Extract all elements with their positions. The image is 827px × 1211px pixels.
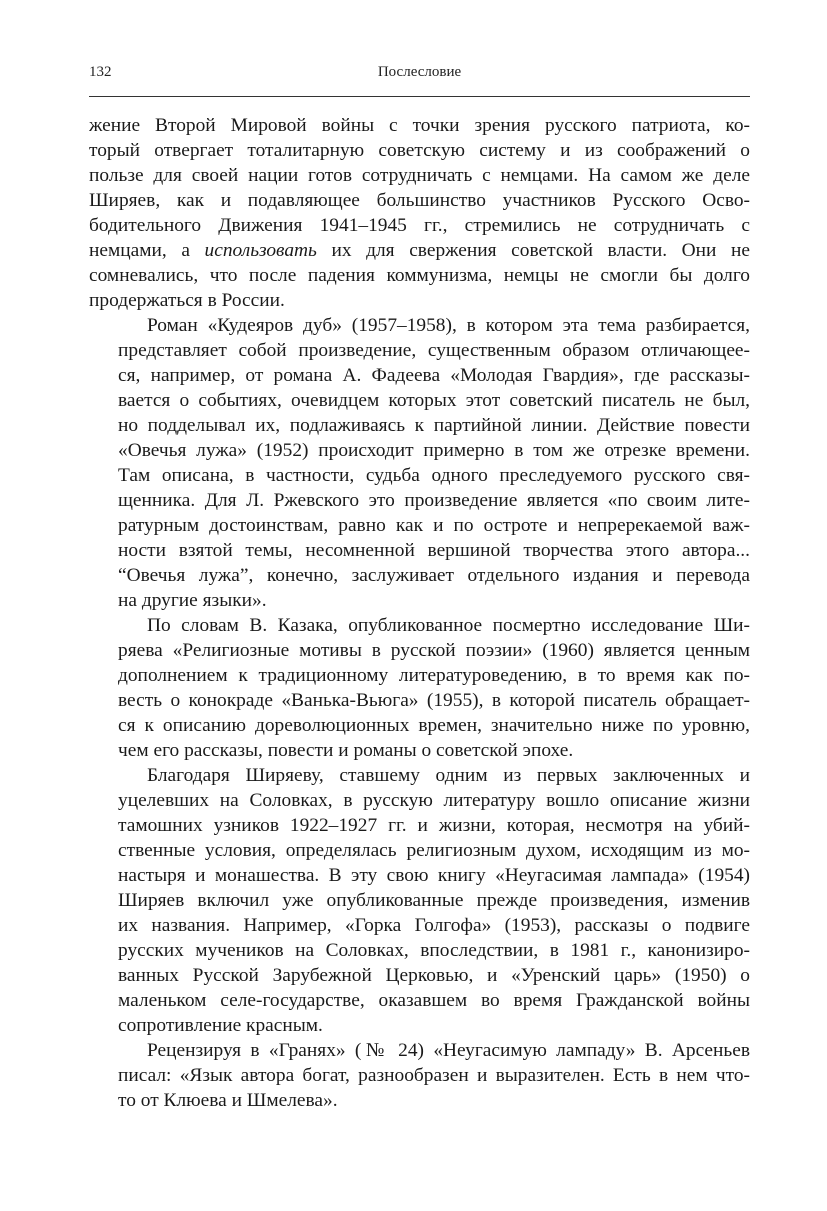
text-line: торый отвергает тоталитарную советскую систему и из соображений о (89, 140, 750, 161)
text-line: сопротивление красным. (118, 1015, 323, 1036)
text-line: По словам В. Казака, опубликованное посмертно исследование Ши- (147, 615, 750, 636)
text-line: ряева «Религиозные мотивы в русской поэзии» (1960) является ценным (118, 640, 750, 661)
text-line: ся, например, от романа А. Фадеева «Молодая Гвардия», где рассказы- (118, 365, 750, 386)
text-line: представляет собой произведение, существенным образом отличающее- (118, 340, 750, 361)
text-line: сомневались, что после падения коммунизма, немцы не смогли бы долго (89, 265, 750, 286)
text-line: на другие языки». (118, 590, 267, 611)
text-line: «Овечья лужа» (1952) происходит примерно в том же отрезке времени. (118, 440, 750, 461)
text-line: немцами, а использовать их для свержения советской власти. Они не (89, 240, 750, 261)
text-line: продержаться в России. (89, 290, 285, 311)
text-line: Там описана, в частности, судьба одного преследуемого русского свя- (118, 465, 750, 486)
paragraph (89, 113, 750, 313)
text-line: их названия. Например, «Горка Голгофа» (1953), рассказы о подвиге (118, 915, 750, 936)
text-line: то от Клюева и Шмелева». (118, 1090, 338, 1111)
paragraph (89, 313, 750, 613)
text-line: маленьком селе-государстве, оказавшем во время Гражданской войны (118, 990, 750, 1011)
text-line: вается о событиях, очевидцем которых этот советский писатель не был, (118, 390, 750, 411)
text-line: весть о конокраде «Ванька-Вьюга» (1955), в которой писатель обращает- (118, 690, 750, 711)
text-line: ся к описанию дореволюционных времен, значительно ниже по уровню, (118, 715, 750, 736)
paragraph (89, 763, 750, 1038)
text-line: жение Второй Мировой войны с точки зрения русского патриота, ко- (89, 115, 750, 136)
running-title: Послесловие (377, 64, 462, 80)
text-line: Рецензируя в «Гранях» (№ 24) «Неугасимую лампаду» В. Арсеньев (147, 1040, 750, 1061)
text-line: русских мучеников на Соловках, впоследствии, в 1981 г., канонизиро- (118, 940, 750, 961)
text-line: щенника. Для Л. Ржевского это произведение является «по своим лите- (118, 490, 750, 511)
text-line: Роман «Кудеяров дуб» (1957–1958), в котором эта тема разбирается, (147, 315, 750, 336)
header-rule (89, 96, 750, 97)
paragraph (89, 1038, 750, 1113)
text-line: “Овечья лужа”, конечно, заслуживает отдельного издания и перевода (118, 565, 750, 586)
text-line: настыря и монашества. В эту свою книгу «Неугасимая лампада» (1954) (118, 865, 750, 886)
text-line: Ширяев включил уже опубликованные прежде произведения, изменив (118, 890, 750, 911)
paragraph (89, 613, 750, 763)
text-line: ственные условия, определялась религиозным духом, исходящим из мо- (118, 840, 750, 861)
text-line: дополнением к традиционному литературоведению, в то время как по- (118, 665, 750, 686)
text-line: пользе для своей нации готов сотрудничать с немцами. На самом же деле (89, 165, 750, 186)
text-line: Ширяев, как и подавляющее большинство участников Русского Осво- (89, 190, 750, 211)
text-line: ратурным достоинствам, равно как и по остроте и непререкаемой важ- (118, 515, 750, 536)
text-line: Благодаря Ширяеву, ставшему одним из первых заключенных и (147, 765, 750, 786)
text-line: уцелевших на Соловках, в русскую литературу вошло описание жизни (118, 790, 750, 811)
text-line: но подделывал их, подлаживаясь к партийной линии. Действие повести (118, 415, 750, 436)
body-text (89, 113, 750, 1113)
text-line: бодительного Движения 1941–1945 гг., стремились не сотрудничать с (89, 215, 750, 236)
text-line: чем его рассказы, повести и романы о советской эпохе. (118, 740, 574, 761)
text-line: тамошних узников 1922–1927 гг. и жизни, которая, несмотря на убий- (118, 815, 750, 836)
page-number: 132 (89, 64, 112, 80)
text-line: ности взятой темы, несомненной вершиной творчества этого автора... (118, 540, 750, 561)
text-line: ванных Русской Зарубежной Церковью, и «Уренский царь» (1950) о (118, 965, 750, 986)
text-line: писал: «Язык автора богат, разнообразен и выразителен. Есть в нем что- (118, 1065, 750, 1086)
emphasis: использовать (204, 240, 317, 261)
page-header (89, 64, 750, 86)
